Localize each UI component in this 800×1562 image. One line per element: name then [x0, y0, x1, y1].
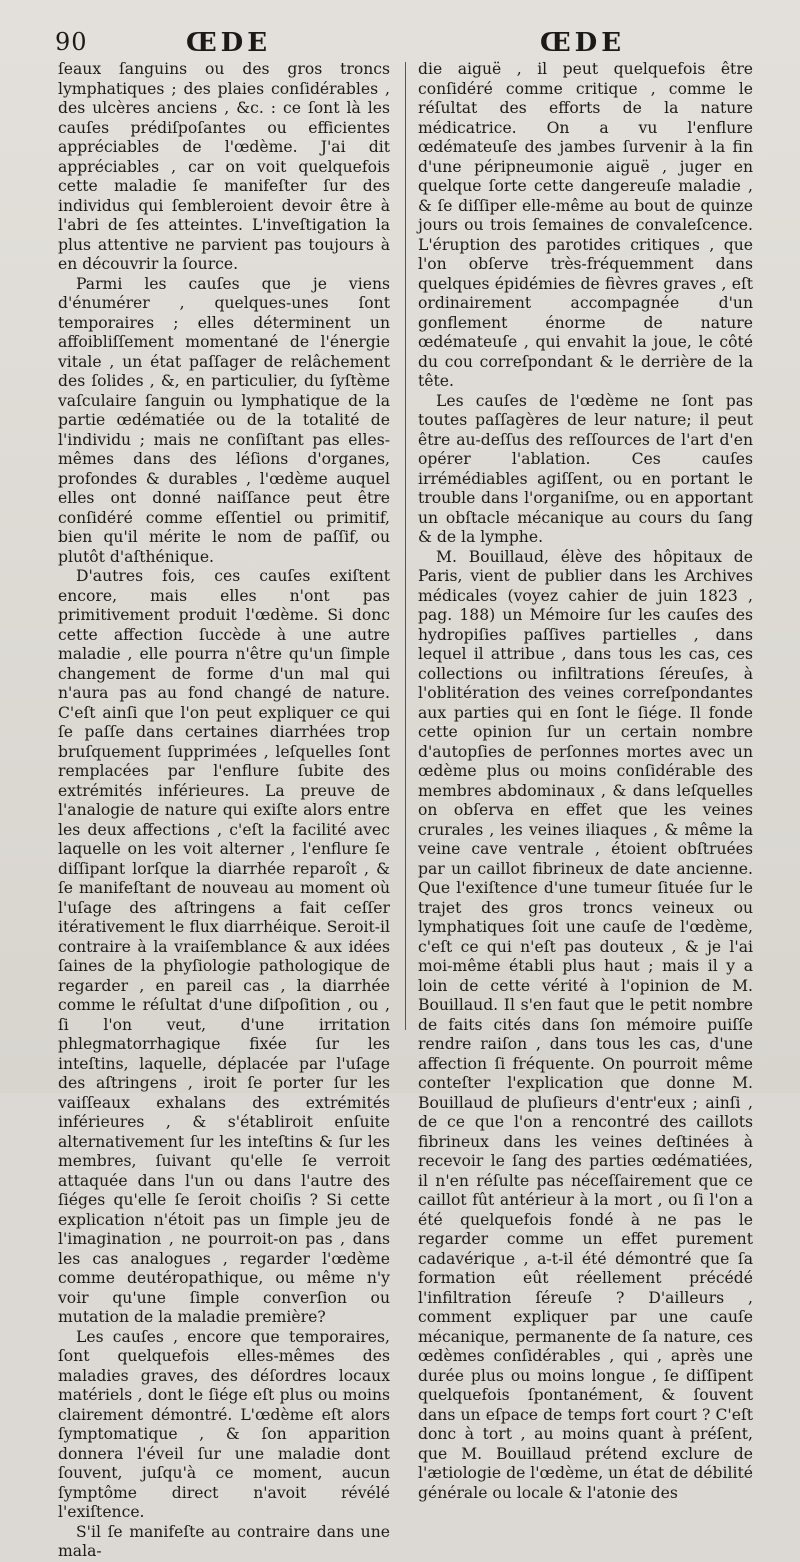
paragraph: ſeaux ſanguins ou des gros troncs lymphatiques ; des plaies conſidérables , des ulcères anciens , &c. : ce ſont là les cauſes prédiſpoſantes ou efficientes appréciables de l'œdème. J'ai dit appréciables , car on voit quelquefois cette maladie ſe manifeſter ſur des individus qui ſembleroient devoir être à l'abri de ſes atteintes. L'inveſtigation la plus attentive ne parvient pas toujours à en découvrir la ſource. — [58, 60, 390, 273]
paragraph: Les cauſes , encore que temporaires, ſont quelquefois elles-mêmes des maladies graves, des déſordres locaux matériels , dont le ſiége eſt plus ou moins clairement démontré. L'œdème eſt alors ſymptomatique , & ſon apparition donnera l'éveil ſur une maladie dont ſouvent, juſqu'à ce moment, aucun ſymptôme direct n'avoit révélé l'exiſtence. — [58, 1327, 390, 1521]
column-divider — [405, 62, 406, 1030]
running-head-right: ŒDE — [540, 28, 626, 58]
running-head-left: ŒDE — [186, 28, 272, 58]
left-column — [58, 60, 390, 1562]
right-column — [418, 60, 753, 1503]
page-header — [0, 28, 800, 58]
paragraph: D'autres fois, ces cauſes exiſtent encore, mais elles n'ont pas primitivement produit l'œdème. Si donc cette affection ſuccède à une autre maladie , elle pourra n'être qu'un ſimple changement de forme d'un mal qui n'aura pas au fond changé de nature. C'eſt ainſi que l'on peut expliquer ce qui ſe paſſe dans certaines diarrhées trop bruſquement ſupprimées , leſquelles ſont remplacées par l'enflure ſubite des extrémités inférieures. La preuve de l'analogie de nature qui exiſte alors entre les deux affections , c'eſt la facilité avec laquelle on les voit alterner , l'enflure ſe diſſipant lorſque la diarrhée reparoît , & ſe manifeſtant de nouveau au moment où l'uſage des aſtringens a fait ceſſer itérativement le flux diarrhéique. Seroit-il contraire à la vraiſemblance & aux idées ſaines de la phyſiologie pathologique de regarder , en pareil cas , la diarrhée comme le réſultat d'une diſpoſition , ou , ſi l'on veut, d'une irritation phlegmatorrhagique fixée ſur les inteſtins, laquelle, déplacée par l'uſage des aſtringens , iroit ſe porter ſur les vaiſſeaux exhalans des extrémités inférieures , & s'établiroit enſuite alternativement ſur les inteſtins & ſur les membres, ſuivant qu'elle ſe verroit attaquée dans l'un ou dans l'autre des ſiéges qu'elle ſe ſeroit choiſis ? Si cette explication n'étoit pas un ſimple jeu de l'imagination , ne pourroit-on pas , dans les cas analogues , regarder l'œdème comme deutéropathique, ou même n'y voir qu'une ſimple converſion ou mutation de la maladie première? — [58, 567, 390, 1326]
paragraph: S'il ſe manifeſte au contraire dans une mala- — [58, 1522, 390, 1560]
paragraph: Parmi les cauſes que je viens d'énumérer , quelques-unes ſont temporaires ; elles déterminent un affoibliſſement momentané de l'énergie vitale , un état paſſager de relâchement des ſolides , &, en particulier, du ſyſtème vaſculaire ſanguin ou lymphatique de la partie œdématiée ou de la totalité de l'individu ; mais ne conſiſtant pas elles-mêmes dans des léſions d'organes, profondes & durables , l'œdème auquel elles ont donné naiſſance peut être conſidéré comme eſſentiel ou primitif, bien qu'il mérite le nom de paſſif, ou plutôt d'aſthénique. — [58, 274, 390, 566]
paragraph: Les cauſes de l'œdème ne ſont pas toutes paſſagères de leur nature; il peut être au-deſſus des reſſources de l'art d'en opérer l'ablation. Ces cauſes irrémédiables agiſſent, ou en portant le trouble dans l'organiſme, ou en apportant un obſtacle mécanique au cours du ſang & de la lymphe. — [418, 391, 753, 546]
paragraph: M. Bouillaud, élève des hôpitaux de Paris, vient de publier dans les Archives médicales (voyez cahier de juin 1823 , pag. 188) un Mémoire ſur les cauſes des hydropiſies paſſives partielles , dans lequel il attribue , dans tous les cas, ces collections ou infiltrations ſéreuſes, à l'oblitération des veines correſpondantes aux parties qui en ſont le ſiége. Il fonde cette opinion ſur un certain nombre d'autopſies de perſonnes mortes avec un œdème plus ou moins conſidérable des membres abdominaux , & dans leſquelles on obſerva en effet que les veines crurales , les veines iliaques , & même la veine cave ventrale , étoient obſtruées par un caillot fibrineux de date ancienne. Que l'exiſtence d'une tumeur ſituée ſur le trajet des gros troncs veineux ou lymphatiques ſoit une cauſe de l'œdème, c'eſt ce qui n'eſt pas douteux , & je l'ai moi-même établi plus haut ; mais il y a loin de cette vérité à l'opinion de M. Bouillaud. Il s'en faut que le petit nombre de faits cités dans ſon mémoire puiſſe rendre raiſon , dans tous les cas, d'une affection ſi fréquente. On pourroit même conteſter l'explication que donne M. Bouillaud de pluſieurs d'entr'eux ; ainſi , de ce que l'on a rencontré des caillots fibrineux dans les veines deſtinées à recevoir le ſang des parties œdématiées, il n'en réſulte pas néceſſairement que ce caillot fût antérieur à la mort , ou ſi l'on a été quelquefois fondé à ne pas le regarder comme un effet purement cadavérique , a-t-il été démontré que ſa formation eût réellement précédé l'infiltration ſéreuſe ? D'ailleurs , comment expliquer par une cauſe mécanique, permanente de ſa nature, ces œdèmes conſidérables , qui , après une durée plus ou moins longue , ſe diſſipent quelquefois ſpontanément, & ſouvent dans un eſpace de temps fort court ? C'eſt donc à tort , au moins quant à préſent, que M. Bouillaud prétend exclure de l'ætiologie de l'œdème, un état de débilité générale ou locale & l'atonie des — [418, 547, 753, 1502]
page-number: 90 — [55, 28, 88, 56]
paragraph: die aiguë , il peut quelquefois être conſidéré comme critique , comme le réſultat des efforts de la nature médicatrice. On a vu l'enflure œdémateuſe des jambes ſurvenir à la fin d'une péripneumonie aiguë , juger en quelque ſorte cette dangereuſe maladie , & ſe diſſiper elle-même au bout de quinze jours ou trois ſemaines de convaleſcence. L'éruption des parotides critiques , que l'on obſerve très-fréquemment dans quelques épidémies de fièvres graves , eſt ordinairement accompagnée d'un gonflement énorme de nature œdémateuſe , qui envahit la joue, le côté du cou correſpondant & le derrière de la tête. — [418, 60, 753, 390]
